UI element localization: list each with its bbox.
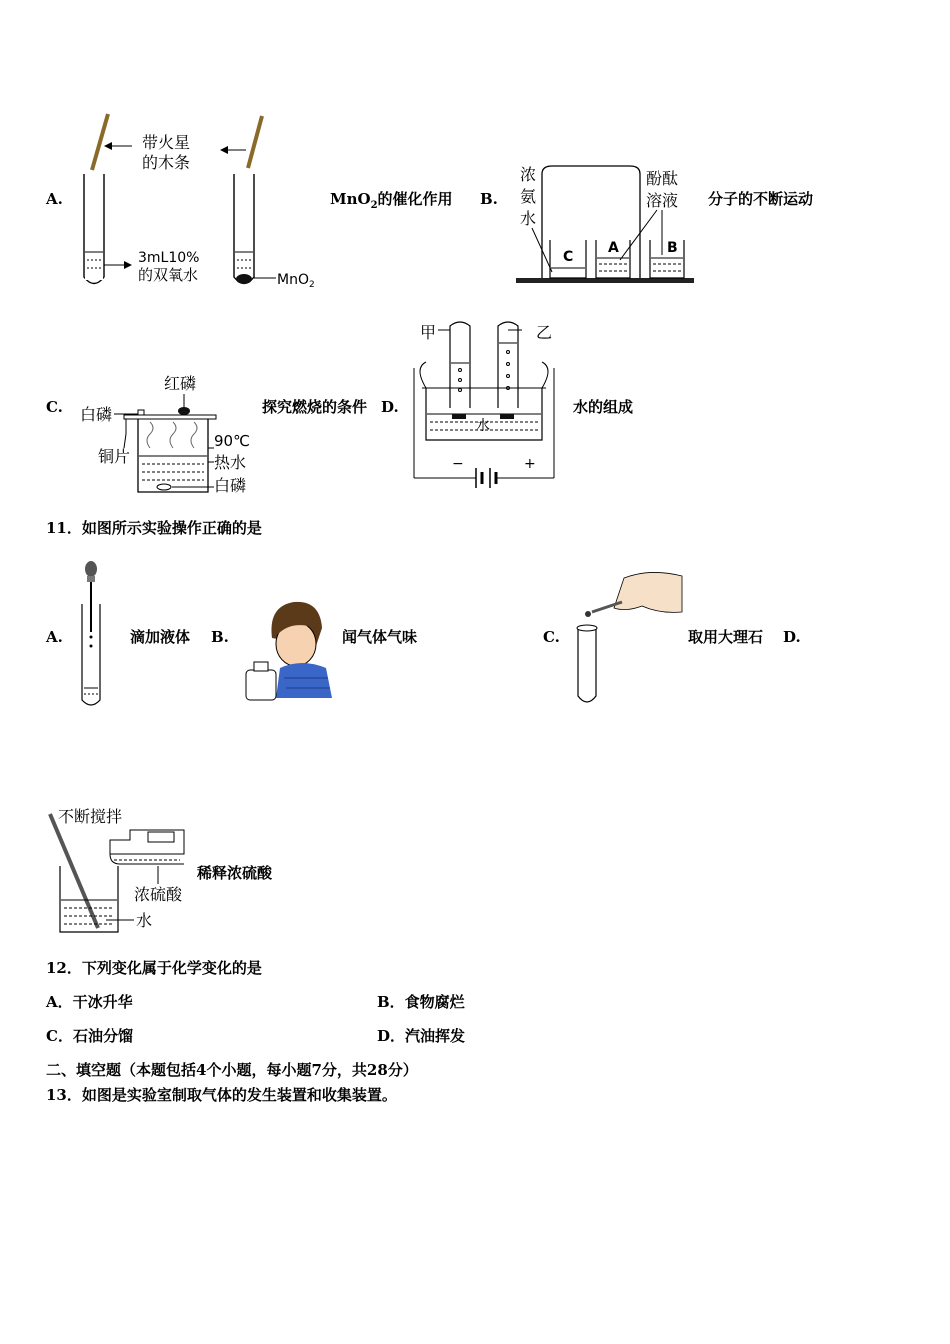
glowing-splint-1: [92, 114, 108, 170]
svg-text:水: 水: [476, 418, 490, 434]
q10-option-a-letter[interactable]: A.: [46, 190, 63, 208]
svg-text:白磷: 白磷: [80, 405, 113, 424]
svg-text:浓: 浓: [520, 165, 537, 184]
svg-text:乙: 乙: [536, 323, 553, 342]
q11-option-b-caption: 闻气体气味: [342, 628, 418, 646]
svg-text:90℃: 90℃: [214, 432, 250, 450]
q10-option-b-caption: 分子的不断运动: [708, 190, 814, 208]
q12-option-d[interactable]: D．汽油挥发: [377, 1027, 466, 1045]
svg-text:白磷: 白磷: [214, 476, 247, 495]
svg-text:铜片: 铜片: [98, 447, 131, 466]
q10-option-d-letter[interactable]: D.: [381, 398, 399, 416]
q10-option-d-caption: 水的组成: [573, 398, 634, 416]
svg-text:红磷: 红磷: [164, 374, 197, 393]
svg-text:热水: 热水: [214, 453, 247, 472]
q11-option-b-letter[interactable]: B.: [211, 628, 229, 646]
label-catalyst: MnO$_2$: [277, 272, 315, 290]
q11-a-figure-dropper: [76, 560, 106, 712]
svg-text:氨: 氨: [520, 187, 537, 206]
svg-text:−: −: [452, 456, 464, 472]
q11-option-c-letter[interactable]: C.: [543, 628, 560, 646]
svg-text:甲: 甲: [420, 323, 437, 342]
q10-option-c-caption: 探究燃烧的条件: [262, 398, 368, 416]
q12-stem: 12．下列变化属于化学变化的是: [46, 959, 262, 977]
q10-option-b-letter[interactable]: B.: [480, 190, 498, 208]
svg-text:水: 水: [136, 911, 153, 930]
beaker-a-label: A: [608, 240, 619, 256]
q11-option-c-caption: 取用大理石: [688, 628, 764, 646]
q10-a-figure-catalysis: [70, 112, 330, 297]
q11-stem: 11．如图所示实验操作正确的是: [46, 519, 262, 537]
q11-b-figure-smelling: [242, 598, 334, 704]
beaker-c-label: C: [563, 249, 574, 265]
beaker-b-label: B: [667, 240, 678, 256]
q12-option-a[interactable]: A．干冰升华: [46, 993, 133, 1011]
svg-text:酚酞: 酚酞: [646, 169, 679, 188]
q10-c-figure-combustion: [78, 370, 258, 498]
svg-text:+: +: [524, 456, 536, 472]
svg-text:不断搅拌: 不断搅拌: [58, 807, 123, 826]
q13-stem: 13．如图是实验室制取气体的发生装置和收集装置。: [46, 1086, 397, 1104]
glass-rod: [50, 814, 98, 928]
q10-d-figure-electrolysis: [412, 318, 572, 498]
tube-jia: [450, 322, 470, 408]
svg-text:浓硫酸: 浓硫酸: [134, 885, 183, 904]
q10-option-a-caption: MnO$_2$的催化作用: [330, 190, 453, 211]
base-plate: [516, 278, 694, 283]
q11-c-figure-marble: [570, 568, 686, 710]
q12-option-b[interactable]: B．食物腐烂: [377, 993, 465, 1011]
label-splint-2: 的木条: [142, 153, 191, 172]
section-heading: 二、填空题（本题包括4个小题，每小题7分，共28分）: [46, 1061, 418, 1079]
copper-plate: [124, 415, 216, 419]
q11-option-d-letter[interactable]: D.: [783, 628, 801, 646]
q11-option-a-caption: 滴加液体: [130, 628, 191, 646]
glowing-splint-2: [248, 116, 262, 168]
svg-text:溶液: 溶液: [646, 191, 679, 210]
label-liquid-1: 3mL10%: [138, 250, 200, 266]
q11-option-d-caption: 稀释浓硫酸: [197, 864, 273, 882]
label-splint-1: 带火星: [142, 133, 191, 152]
svg-text:水: 水: [520, 209, 537, 228]
beaker: [60, 866, 118, 932]
q10-option-c-letter[interactable]: C.: [46, 398, 63, 416]
q12-option-c[interactable]: C．石油分馏: [46, 1027, 133, 1045]
label-liquid-2: 的双氧水: [138, 266, 199, 284]
q11-option-a-letter[interactable]: A.: [46, 628, 63, 646]
mno2-powder: [236, 274, 252, 284]
q10-b-figure-molecule-motion: [512, 160, 702, 290]
test-tube-2: [234, 174, 254, 284]
bell-jar: [542, 166, 640, 278]
